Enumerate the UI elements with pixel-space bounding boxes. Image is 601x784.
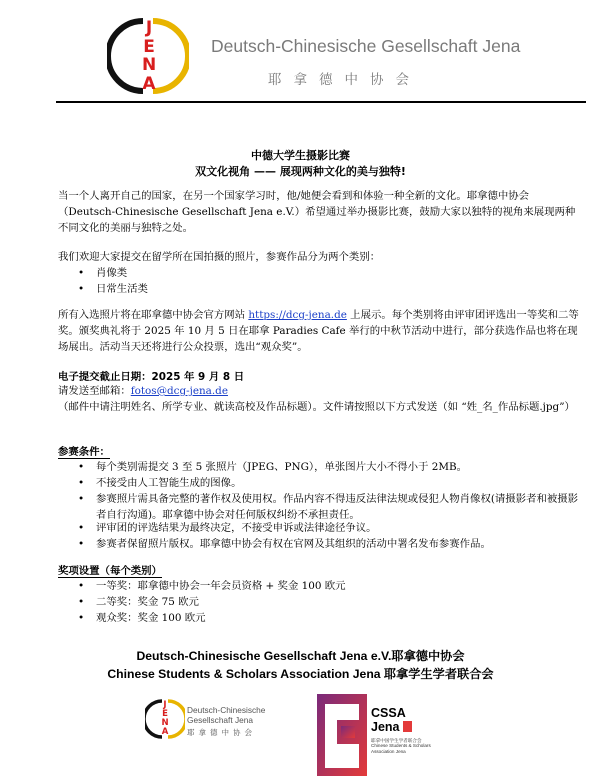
condition-text: 每个类别需提交 3 至 5 张照片（JPEG、PNG），单张图片大小不得小于 2MB。 — [96, 461, 468, 473]
prize-first: 一等奖：耶拿德中协会一年会员资格 + 奖金 100 欧元 — [96, 580, 346, 592]
deadline-heading: 电子提交截止日期：2025 年 9 月 8 日 — [58, 371, 245, 383]
cssa-sub — [371, 720, 412, 734]
intro-paragraph: 当一个人离开自己的国家，在另一个国家学习时，他/她便会看到和体验一种全新的文化。耶拿德中协会（Deutsch-Chinesische Gesellschaft Jena e.V.）希望通过举办摄影比赛，鼓励大家以独特的视角来展现两种不同文化的美丽与独特之处。 — [58, 190, 576, 234]
cssa-en1: Chinese Students & Scholars — [371, 743, 431, 749]
cssa-en2: Association Jena — [371, 748, 406, 754]
exhibition-paragraph — [58, 307, 585, 355]
list-item: • 肖像类 — [78, 265, 588, 281]
list-item: • 观众奖：奖金 100 欧元 — [78, 610, 588, 626]
logo-letter-e: E — [143, 36, 155, 57]
cssa-mark-icon — [403, 721, 412, 732]
email-label: 请发送至邮箱： — [58, 385, 131, 397]
website-link[interactable]: https://dcg-jena.de — [248, 309, 347, 321]
footer-org-cssa: Chinese Students & Scholars Association Jena 耶拿学生学者联合会 — [107, 667, 494, 681]
logo1-line2: Gesellschaft Jena — [187, 715, 253, 725]
list-item: • 二等奖：奖金 75 欧元 — [78, 594, 588, 610]
list-item: • 评审团的评选结果为最终决定，不接受申诉或法律途径争议。 — [78, 520, 588, 536]
header-logo — [107, 17, 189, 95]
category-portrait: 肖像类 — [96, 267, 128, 279]
cssa-emblem-icon — [311, 690, 373, 780]
exhibition-text-post: 上展示。每个类别将由评审团评选出一等奖和二等奖。颁奖典礼将于 2025 年 10 月 5 日在耶拿 Paradies Cafe 举行的中秋节活动中进行，部分获选作品也将在现场展出。活动当天还将进行公众投票，选出“观众奖”。 — [58, 309, 579, 353]
logo-letter-j: J — [145, 18, 153, 38]
prizes-heading: 奖项设置（每个类别） — [58, 562, 162, 578]
list-item: • 参赛者保留照片版权。耶拿德中协会有权在官网及其组织的活动中署名发布参赛作品。 — [78, 536, 588, 552]
condition-text: 评审团的评选结果为最终决定，不接受申诉或法律途径争议。 — [96, 522, 377, 534]
logo1-line1: Deutsch-Chinesische — [187, 705, 266, 715]
list-item: • 每个类别需提交 3 至 5 张照片（JPEG、PNG），单张图片大小不得小于 2MB。 — [78, 459, 588, 475]
contest-title: 中德大学生摄影比赛 — [251, 149, 350, 162]
cssa-cn: 耶拿中国学生学者联合会 — [371, 738, 422, 743]
footer-org-dcg: Deutsch-Chinesische Gesellschaft Jena e.V.耶拿德中协会 — [136, 649, 465, 663]
prize-second: 二等奖：奖金 75 欧元 — [96, 596, 199, 608]
org-name-de: Deutsch-Chinesische Gesellschaft Jena — [211, 36, 521, 56]
logo-letter-n: N — [142, 55, 157, 75]
logo1-cn: 耶拿德中协会 — [187, 728, 256, 737]
cssa-footer-logo — [311, 690, 441, 780]
categories-intro: 我们欢迎大家提交在留学所在国拍摄的照片，参赛作品分为两个类别： — [58, 251, 381, 263]
list-item: • 参赛照片需具备完整的著作权及使用权。作品内容不得违反法律法规或侵犯人物肖像权(请摄影者和被摄影者自行沟通)。耶拿德中协会对任何版权纠纷不承担责任。 — [78, 491, 588, 523]
exhibition-text-pre: 所有入选照片将在耶拿德中协会官方网站 — [58, 309, 249, 321]
logo-letter-a: A — [142, 73, 156, 94]
org-name-cn: 耶拿德中协会 — [268, 72, 421, 88]
category-daily-life: 日常生活类 — [96, 283, 148, 295]
list-item: • 日常生活类 — [78, 281, 588, 297]
condition-text: 参赛者保留照片版权。耶拿德中协会有权在官网及其组织的活动中署名发布参赛作品。 — [96, 538, 491, 550]
email-line — [58, 383, 585, 399]
list-item: • 一等奖：耶拿德中协会一年会员资格 + 奖金 100 欧元 — [78, 578, 588, 594]
contest-subtitle: 双文化视角 —— 展现两种文化的美与独特! — [195, 165, 406, 178]
dcg-footer-logo: J E N A Deutsch-Chinesische Gesellschaft Jena 耶拿德中协会 — [145, 698, 275, 748]
header-divider — [56, 101, 586, 103]
prize-audience: 观众奖：奖金 100 欧元 — [96, 612, 206, 624]
email-link[interactable]: fotos@dcg-jena.de — [130, 385, 228, 397]
condition-text: 参赛照片需具备完整的著作权及使用权。作品内容不得违反法律法规或侵犯人物肖像权(请摄影者和被摄影者自行沟通)。耶拿德中协会对任何版权纠纷不承担责任。 — [96, 493, 579, 521]
condition-text: 不接受由人工智能生成的图像。 — [96, 477, 242, 489]
cssa-title: CSSA — [371, 706, 406, 720]
conditions-heading: 参赛条件： — [58, 443, 110, 459]
list-item: • 不接受由人工智能生成的图像。 — [78, 475, 588, 491]
email-note: （邮件中请注明姓名、所学专业、就读高校及作品标题）。文件请按照以下方式发送（如 “姓_名_作品标题.jpg”） — [58, 401, 575, 413]
cssa-sub-text: Jena — [371, 720, 400, 734]
